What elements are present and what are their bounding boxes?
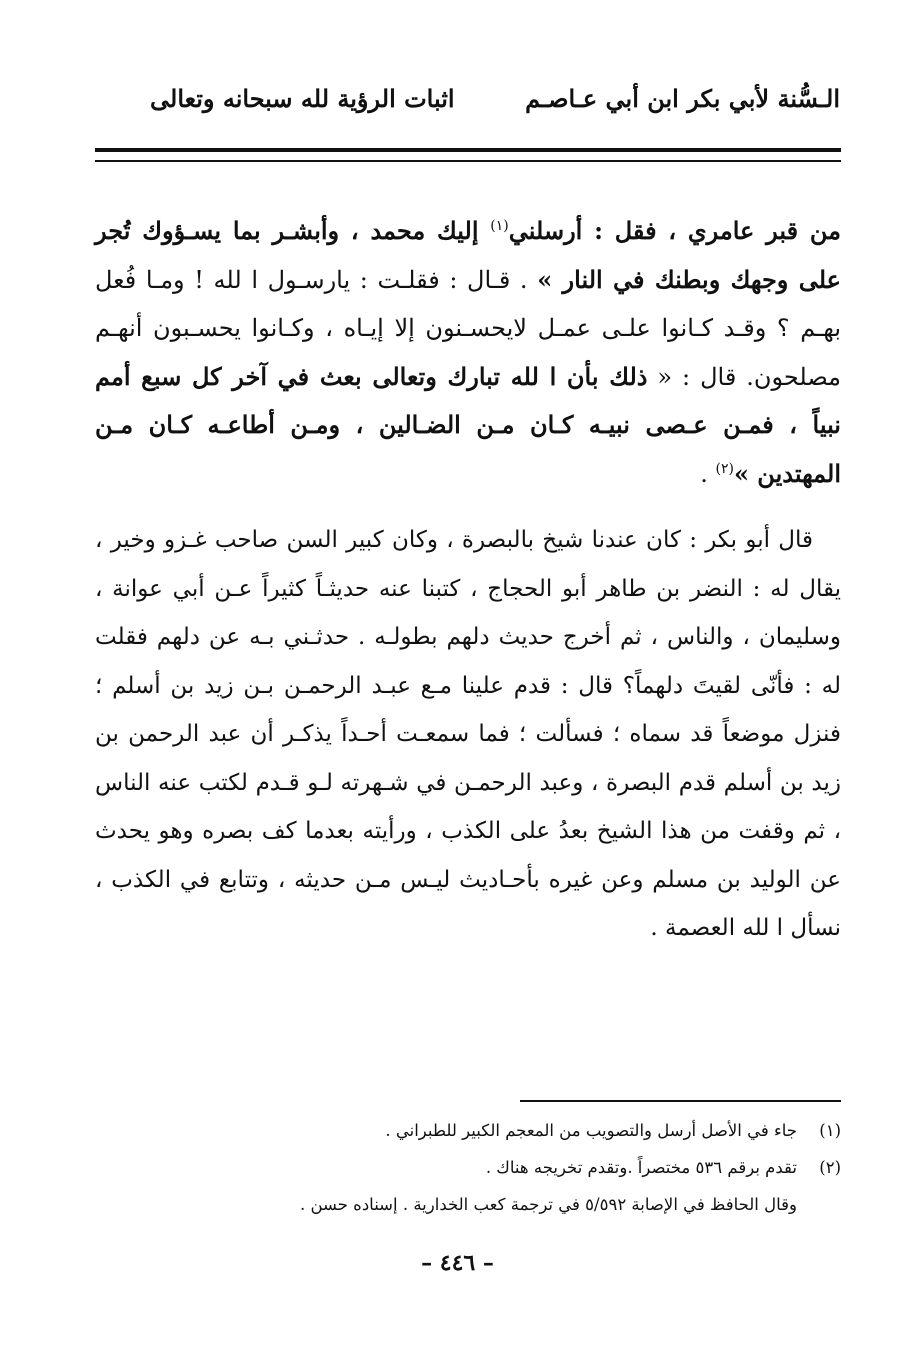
footnote-ref-1: (١): [490, 218, 509, 234]
footnote-ref-2: (٢): [715, 460, 734, 477]
header-book-title: الـسُّنة لأبي بكر ابن أبي عـاصـم: [525, 83, 840, 113]
footnote-row: [95, 1112, 841, 1149]
hadith-text-start: من قبر عامري ، فقل : أرسلني: [508, 216, 842, 245]
hadith-text-continued: إليك محمد ، وأبشـر بما يسـؤوك تُجر على وجهك وبطنك في النار »: [95, 216, 841, 294]
footnote-text: تقدم برقم ٥٣٦ مختصراً .وتقدم تخريجه هناك .: [485, 1158, 797, 1177]
header-chapter-title: اثبات الرؤية لله سبحانه وتعالى: [150, 83, 455, 113]
footnote-row: [95, 1186, 841, 1223]
running-header: [150, 78, 840, 118]
footnote-row: [95, 1149, 841, 1186]
hadith-paragraph: [95, 207, 841, 498]
hadith-quote: ذلك بأن ا لله تبارك وتعالى بعث في آخر كل سبع أمم نبياً ، فمـن عـصى نبيـه كـان مـن الضـالين ، ومـن أطاعـه كـان مـن المهتدين »: [95, 361, 841, 488]
footnotes: [95, 1112, 841, 1223]
footnote-number: (١): [819, 1121, 841, 1140]
narration-text: . قـال : فقلـت : يارسـول ا لله ! ومـا فُعل بهـم ؟ وقـد كـانوا علـى عمـل لايحسـنون إلا إيـاه ، وكـانوا يحسـبون أنهـم مصلحون. قال : «: [95, 265, 842, 391]
footnote-text: وقال الحافظ في الإصابة ٥/٥٩٢ في ترجمة كعب الخدارية . إسناده حسن .: [299, 1195, 797, 1214]
footnote-number: (٢): [819, 1158, 841, 1177]
header-rule-thick: [95, 148, 841, 152]
commentary-paragraph: قال أبو بكر : كان عندنا شيخ بالبصرة ، وكان كبير السن صاحب غـزو وخير ، يقال له : النضر بن طاهر أبو الحجاج ، كتبنا عنه حديثـاً كثيراً عـن أبي عوانة ، وسليمان ، والناس ، ثم أخرج حديث دلهم بطولـه . حدثـني بـه عن دلهم فقلت له : فأنّى لقيتَ دلهماً؟ قال : قدم علينا مـع عبـد الرحمـن بـن زيد بن أسلم ؛ فنزل موضعاً قد سماه ؛ فسألت ؛ فما سمعـت أحـداً يذكـر أن عبد الرحمن بن زيد بن أسلم قدم البصرة ، وعبد الرحمـن في شـهرته لـو قـدم لكتب عنه الناس ، ثم وقفت من هذا الشيخ بعدُ على الكذب ، ورأيته بعدما كف بصره وهو يحدث عن الوليد بن مسلم وعن غيره بأحـاديث ليـس مـن حديثه ، وتتابع في الكذب ، نسأل ا لله العصمة .: [95, 527, 841, 941]
footnote-text: جاء في الأصل أرسل والتصويب من المعجم الكبير للطبراني .: [385, 1121, 797, 1140]
footnote-number: [797, 1186, 841, 1223]
footnote-separator: [520, 1100, 841, 1102]
page-number: – ٤٤٦ –: [421, 1250, 494, 1276]
header-rule-thin: [95, 160, 841, 162]
paragraph-end: .: [700, 459, 716, 488]
main-text: [95, 207, 841, 953]
